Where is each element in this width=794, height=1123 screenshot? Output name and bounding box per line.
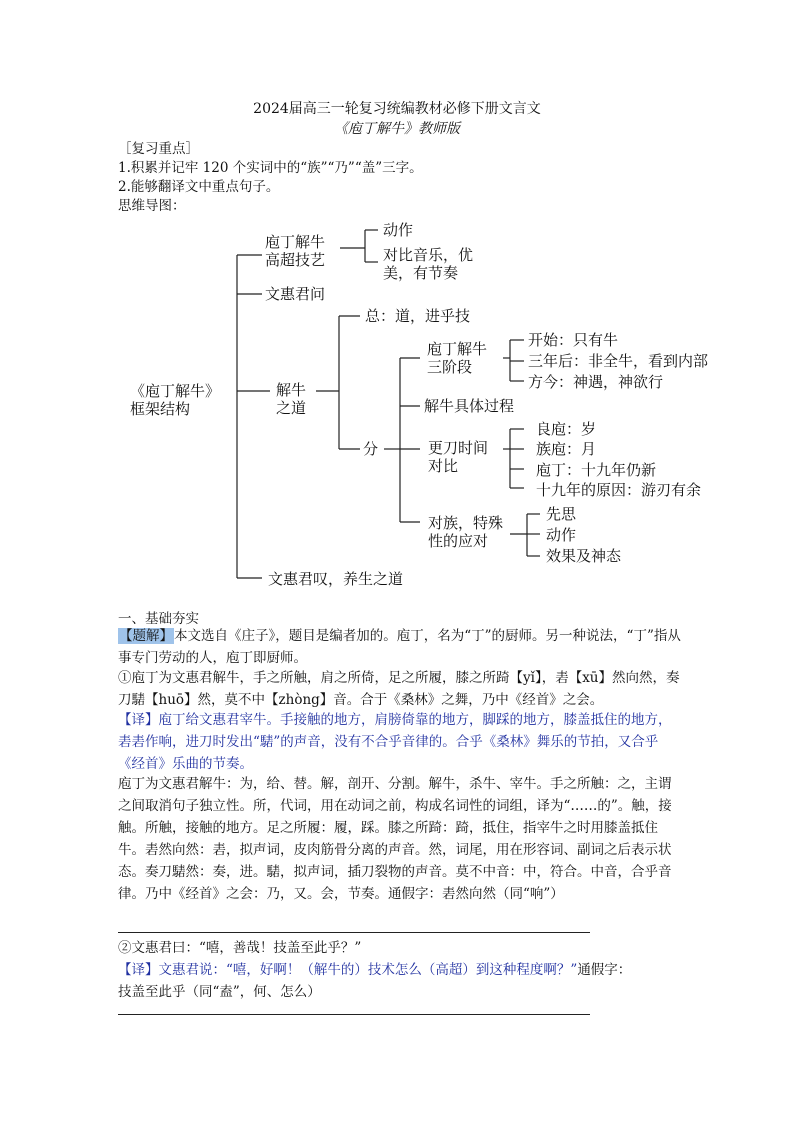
- mindmap-zu-1: 先思: [546, 505, 577, 523]
- divider-2: [118, 1014, 590, 1015]
- mindmap-skill-music: [383, 246, 473, 282]
- sentence-2-translation: [118, 959, 684, 1003]
- mindmap-stage-2: 三年后：非全牛，看到内部: [528, 352, 709, 370]
- mindmap-skill: [265, 233, 325, 269]
- mindmap-knife: [428, 439, 488, 475]
- mindmap-stage-3: 方今：神遇，神欲行: [528, 373, 664, 391]
- mindmap-root-line2: 框架结构: [130, 400, 191, 418]
- mindmap-process: 解牛具体过程: [424, 397, 515, 415]
- mindmap-dao-line2: 之道: [276, 399, 307, 417]
- mindmap-zu-2: 动作: [546, 526, 577, 544]
- sentence-2: ②文惠君曰：“嘻，善哉！技盖至此乎？”: [118, 940, 362, 956]
- mindmap-knife-1: 良庖：岁: [536, 420, 597, 438]
- mindmap-zu: [428, 514, 503, 550]
- sentence-1: ①庖丁为文惠君解牛，手之所触，肩之所倚，足之所履，膝之所踦【yǐ】，砉【xū】然向然，奏刀騞【huō】然，莫不中【zhòng】音。合于《桑林》之舞，乃中《经首》之会。: [118, 670, 680, 708]
- mindmap-fen: 分: [363, 440, 379, 458]
- mindmap-label: 思维导图：: [118, 198, 186, 214]
- tijie-text: 本文选自《庄子》，题目是编者加的。庖丁，名为“丁”的厨师。另一种说法，“丁”指从事专门劳动的人，庖丁即厨师。: [118, 628, 681, 666]
- mindmap-wenhui-ask: 文惠君问: [265, 285, 326, 303]
- mindmap-zu-line2: 性的应对: [428, 532, 489, 550]
- mindmap-skill-action: 动作: [383, 221, 414, 239]
- review-point-2: 2.能够翻译文中重点句子。: [118, 179, 280, 195]
- mindmap-stage-1: 开始：只有牛: [528, 331, 619, 349]
- sentence-2-translation-text: 【译】文惠君说：“嘻，好啊！（解牛的）技术怎么（高超）到这种程度啊？”: [118, 962, 578, 978]
- mindmap-root-line1: 《庖丁解牛》: [130, 382, 221, 400]
- mindmap-knife-line2: 对比: [428, 457, 459, 475]
- review-heading: ［复习重点］: [118, 141, 199, 157]
- tijie-paragraph: [118, 625, 684, 669]
- sentence-1-notes: 庖丁为文惠君解牛：为，给、替。解，剖开、分割。解牛，杀牛、宰牛。手之所触：之，主谓之间取消句子独立性。所，代词，用在动词之前，构成名词性的词组，译为“……的”。触，接触。所触，接触的地方。足之所履：履，踩。膝之所踦：踦，抵住，指宰牛之时用膝盖抵住牛。砉然向然：砉，拟声词，皮肉筋骨分离的声音。然，词尾，用在形容词、副词之后表示状态。奏刀騞然：奏，进。騞，拟声词，插刀裂物的声音。莫不中音：中，符合。中音，合乎音律。乃中《经首》之会：乃，又。会，节奏。通假字：砉然向然（同“响”）: [118, 776, 672, 902]
- document-subtitle: 《庖丁解牛》教师版: [334, 121, 460, 137]
- section1-heading: 一、基础夯实: [118, 611, 199, 627]
- mindmap-stages: [427, 340, 487, 376]
- mindmap-knife-3: 庖丁：十九年仍新: [536, 461, 657, 479]
- mindmap-sigh: 文惠君叹，养生之道: [268, 570, 404, 588]
- divider-1: [118, 932, 590, 933]
- mindmap-zong: 总：道，进乎技: [365, 307, 471, 325]
- mindmap-dao-line1: 解牛: [276, 381, 307, 399]
- mindmap-skill-music-line2: 美，有节奏: [383, 264, 459, 282]
- mindmap-skill-line2: 高超技艺: [265, 251, 326, 269]
- tijie-tag: 【题解】: [119, 628, 173, 644]
- sentence-2-tongjia-label: 通假字：: [577, 962, 632, 978]
- mindmap-knife-2: 族庖：月: [536, 440, 597, 458]
- review-point-1: 1.积累并记牢 120 个实词中的“族”“乃”“盖”三字。: [118, 160, 423, 176]
- mindmap-root: [130, 382, 220, 418]
- mindmap-skill-music-line1: 对比音乐，优: [383, 246, 474, 264]
- mindmap-zu-3: 效果及神态: [546, 547, 622, 565]
- mindmap-knife-4: 十九年的原因：游刃有余: [536, 481, 702, 499]
- sentence-1-translation: 【译】庖丁给文惠君宰牛。手接触的地方，肩膀倚靠的地方，脚踩的地方，膝盖抵住的地方，砉砉作响，进刀时发出“騞”的声音，没有不合乎音律的。合乎《桑林》舞乐的节拍，又合乎《经首》乐曲的节奏。: [118, 712, 672, 772]
- document-title: 2024届高三一轮复习统编教材必修下册文言文: [253, 101, 541, 117]
- mindmap-zu-line1: 对族，特殊: [428, 514, 504, 532]
- mindmap-skill-line1: 庖丁解牛: [265, 233, 326, 251]
- sentence-2-tongjia: 技盖至此乎（同“盍”，何、怎么）: [118, 984, 321, 1000]
- mindmap-knife-line1: 更刀时间: [428, 439, 489, 457]
- mindmap-stages-line2: 三阶段: [427, 358, 473, 376]
- mindmap-dao: [276, 381, 306, 417]
- mindmap-stages-line1: 庖丁解牛: [427, 340, 488, 358]
